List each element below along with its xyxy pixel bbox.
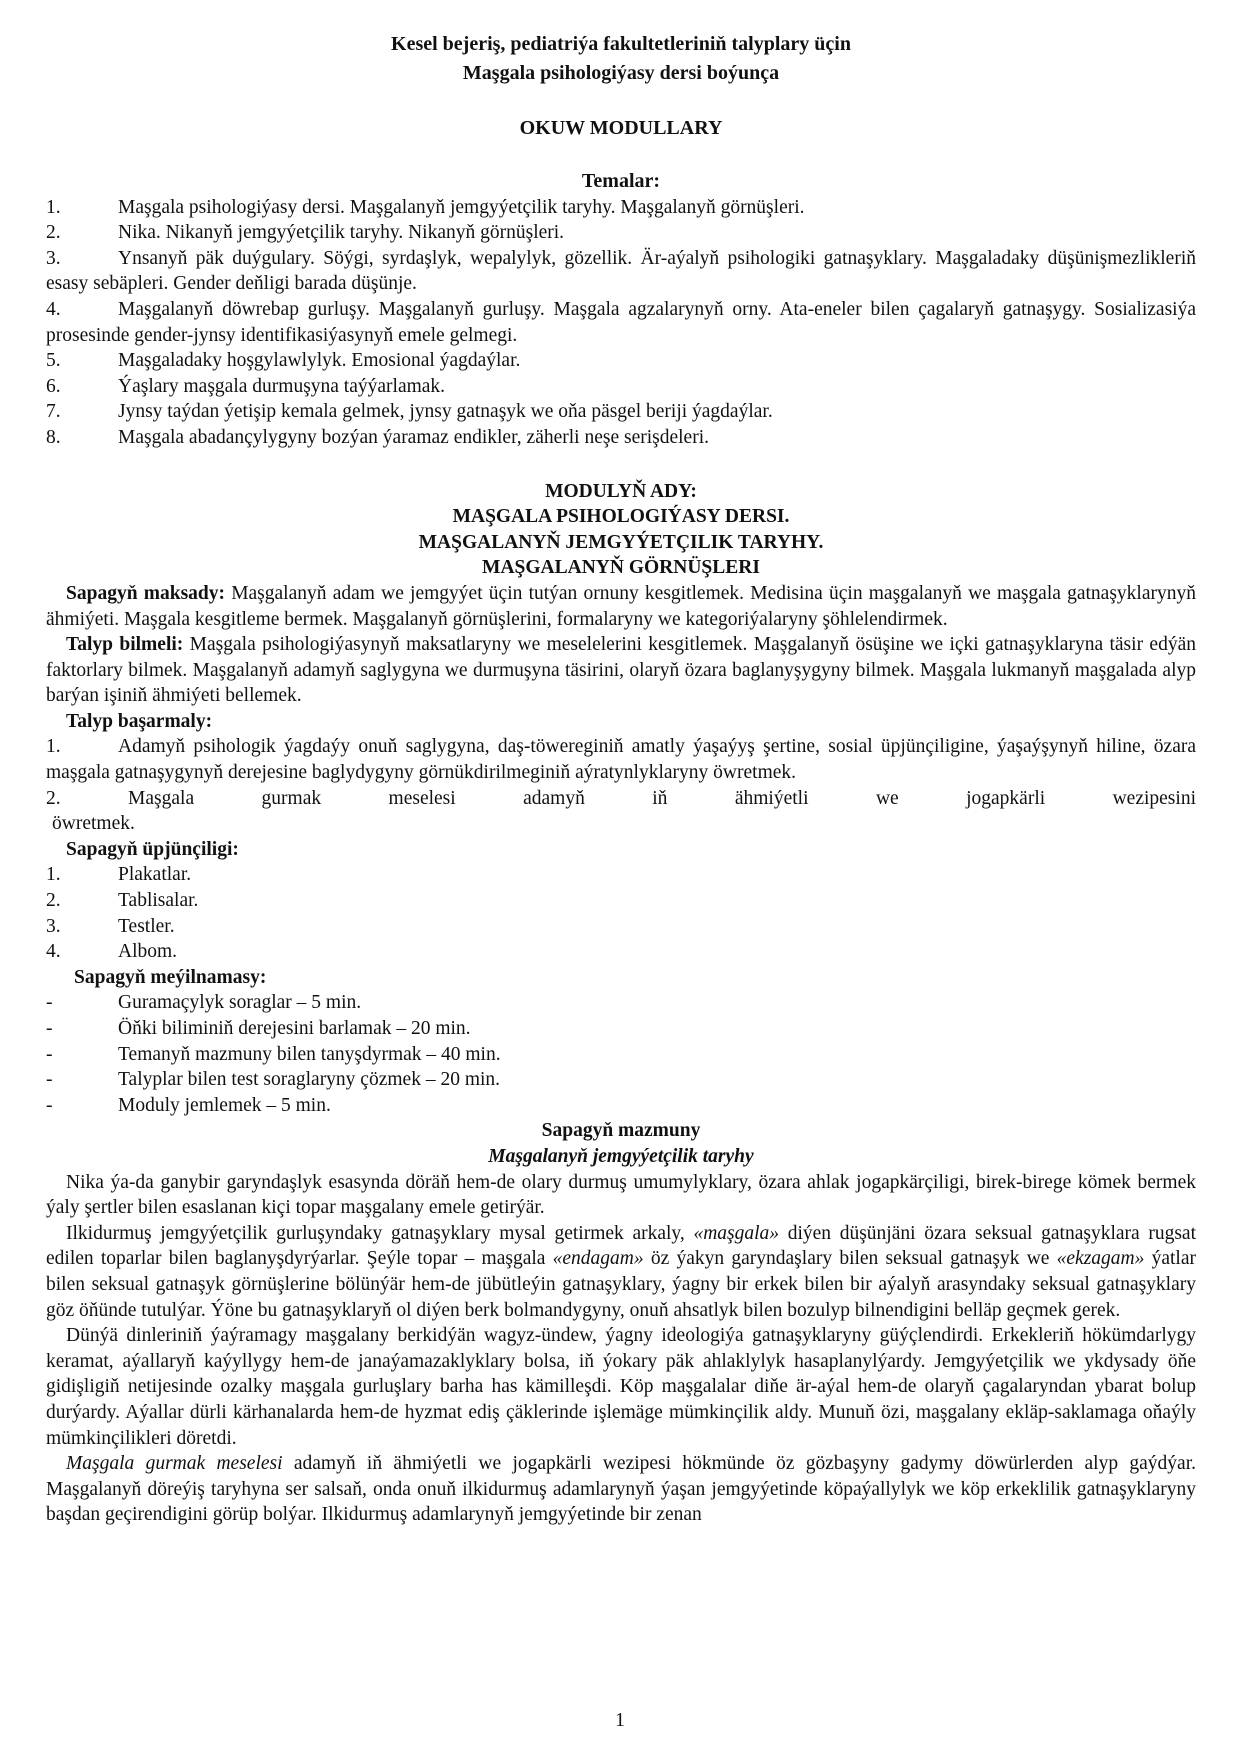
topic-item: 5. Maşgaladaky hoşgylawlylyk. Emosional ýagdaýlar. bbox=[46, 350, 521, 372]
content-title: Sapagyň mazmuny bbox=[541, 1120, 701, 1142]
topics-list bbox=[46, 195, 1196, 451]
plan-label: Sapagyň meýilnamasy: bbox=[74, 966, 267, 988]
modules-title: OKUW MODULLARY bbox=[519, 117, 723, 139]
plan-list bbox=[46, 990, 1196, 1118]
module-title: MODULYŇ ADY: MAŞGALA PSIHOLOGIÝASY DERSI. MAŞGALANYŇ JEMGYÝETÇILIK TARYHY. MAŞGALANYŇ GÖRNÜŞLERI bbox=[418, 480, 824, 579]
student-must-know: Talyp bilmeli: Maşgala psihologiýasynyň maksatlaryny we meselelerini kesgitlemek. Maşgalanyň ösüşine we içki gatnaşyklaryna täsir edýän faktorlary bilmek. Maşgalanyň adamyň saglygyna we durmuşyna täsirini, olaryň özara baglanyşygyny bilmek. Maşgala lukmanyň maşgalada alyp barýan işiniň ähmiýeti bellemek. bbox=[46, 634, 1196, 707]
topic-item: 2. Nika. Nikanyň jemgyýetçilik taryhy. Nikanyň görnüşleri. bbox=[46, 222, 565, 244]
student-must-do-label: Talyp başarmaly: bbox=[66, 710, 213, 732]
topics-title: Temalar: bbox=[581, 170, 661, 192]
plan-item: - Moduly jemlemek – 5 min. bbox=[46, 1094, 331, 1116]
header-line-2: Maşgala psihologiýasy dersi boýunça bbox=[462, 62, 780, 84]
topic-item: 7. Jynsy taýdan ýetişip kemala gelmek, jynsy gatnaşyk we oňa päsgel beriji ýagdaýlar. bbox=[46, 401, 773, 423]
must-do-item: 1. Adamyň psihologik ýagdaýy onuň saglygyna, daş-töwereginiň amatly ýaşaýyş şertine, sosial üpjünçiligine, ýaşaýşynyň hiline, özara maşgala gatnaşygynyň derejesine baglydygyny görnükdirilmeginiň aýratynlyklaryny öwretmek. bbox=[46, 736, 1196, 784]
equipment-label: Sapagyň üpjünçiligi: bbox=[66, 838, 239, 860]
must-do-item-2-end: öwretmek. bbox=[52, 813, 135, 835]
equipment-item: 1. Plakatlar. bbox=[46, 864, 192, 886]
equipment-item: 2. Tablisalar. bbox=[46, 890, 199, 912]
body-paragraph-4: Maşgala gurmak meselesi adamyň iň ähmiýetli we jogapkärli wezipesi hökmünde öz gözbaşyny gadymy döwürlerden alyp gaýdýar. Maşgalanyň döreýiş taryhyna ser salsaň, onda onuň ilkidurmuş adamlarynyň ýaşan jemgyýetinde köpaýallylyk we köp erkeklilik gatnaşyklaryny başdan geçirendigini görüp bolýar. Ilkidurmuş adamlarynyň jemgyýetinde bir zenan bbox=[46, 1453, 1197, 1526]
topic-item: 4. Maşgalanyň döwrebap gurluşy. Maşgalanyň gurluşy. Maşgala agzalarynyň orny. Ata-eneler bilen çagalaryň gatnaşygy. Sosializasiýa prosesinde gender-jynsy identifikasiýasynyň emele gelmegi. bbox=[46, 298, 1196, 346]
topic-item: 8. Maşgala abadançylygyny bozýan ýaramaz endikler, zäherli neşe serişdeleri. bbox=[46, 426, 709, 448]
equipment-item: 4. Albom. bbox=[46, 941, 178, 963]
page-number: 1 bbox=[615, 1709, 625, 1731]
header-line-1: Kesel bejeriş, pediatriýa fakultetleriniň talyplary üçin bbox=[391, 33, 851, 55]
topic-item: 3. Ynsanyň päk duýgulary. Söýgi, syrdaşlyk, wepalylyk, gözellik. Är-aýalyň psihologiki gatnaşyklary. Maşgaladaky düşünişmezlikleriň esasy sebäpleri. Gender deňligi barada düşünje. bbox=[46, 247, 1196, 295]
body-paragraph-3: Dünýä dinleriniň ýaýramagy maşgalany berkidýän wagyz-ündew, ýagny ideologiýa gatnaşyklaryny güýçlendirdi. Erkekleriň hökümdarlygy keramat, aýallaryň kaýyllygy hem-de janaýamazaklyklary bolsa, iň ýokary päk ahlaklylyk hasaplanylýardy. Jemgyýetçilik we ykdysady öňe gidişligiň netijesinde ozalky maşgala gurluşlary barha has kämilleşdi. Köp maşgalalar diňe är-aýal hem-de olaryň çagalaryndan ybarat bolup durýardy. Aýallar dürli kärhanalarda hem-de hyzmat ediş çäklerinde işlemäge mümkinçilik aldy. Munuň özi, maşgalany ekläp-saklamaga oňaýly mümkinçilikleri döretdi. bbox=[46, 1325, 1196, 1449]
topic-item: 1. Maşgala psihologiýasy dersi. Maşgalanyň jemgyýetçilik taryhy. Maşgalanyň görnüşleri. bbox=[46, 196, 805, 218]
equipment-item: 3. Testler. bbox=[46, 915, 175, 937]
plan-item: - Talyplar bilen test soraglaryny çözmek – 20 min. bbox=[46, 1069, 501, 1091]
body-paragraph-2: Ilkidurmuş jemgyýetçilik gurluşyndaky gatnaşyklary mysal getirmek arkaly, «maşgala» diýen düşünjäni özara seksual gatnaşyklara rugsat edilen toparlar bilen baglanyşdyrýarlar. Şeýle topar – maşgala «endagam» öz ýakyn garyndaşlary bilen seksual gatnaşyk we «ekzagam» ýatlar bilen seksual gatnaşyk görnüşlerine bölünýär hem-de jübütleýin gatnaşyklary, ýagny bir erkek bilen bir aýalyň arasyndaky seksual gatnaşyklary göz öňünde tutulýar. Ýöne bu gatnaşyklaryň ol diýen berk bolmandygyny, onuň ahsatlyk bilen bozulyp bilnendigini belläp geçmek gerek. bbox=[46, 1222, 1197, 1321]
equipment-list bbox=[46, 862, 1196, 964]
lesson-aim: Sapagyň maksady: Maşgalanyň adam we jemgyýet üçin tutýan ornuny kesgitlemek. Medisina üçin maşgalanyň we maşgala gatnaşyklarynyň ähmiýeti. Maşgala kesgitleme bermek. Maşgalanyň görnüşlerini, formalaryny we kategoriýalaryny şöhlelendirmek. bbox=[46, 582, 1196, 630]
must-do-item-2: 2. Maşgala gurmak meselesi adamyň iň ähmiýetli we jogapkärli wezipesini bbox=[46, 787, 1196, 809]
plan-item: - Temanyň mazmuny bilen tanyşdyrmak – 40 min. bbox=[46, 1043, 501, 1065]
body-paragraph-1: Nika ýa-da ganybir garyndaşlyk esasynda döräň hem-de olary durmuş umumylyklary, özara ahlak jogapkärçiligi, birek-birege kömek bermek ýaly şertler bilen esaslanan kiçi topar maşgalany emele getirýär. bbox=[46, 1171, 1196, 1219]
plan-item: - Guramaçylyk soraglar – 5 min. bbox=[46, 992, 362, 1014]
plan-item: - Öňki biliminiň derejesini barlamak – 20 min. bbox=[46, 1018, 471, 1039]
page-content bbox=[46, 30, 1196, 1528]
topic-item: 6. Ýaşlary maşgala durmuşyna taýýarlamak. bbox=[46, 375, 446, 397]
content-subtitle: Maşgalanyň jemgyýetçilik taryhy bbox=[488, 1145, 754, 1167]
